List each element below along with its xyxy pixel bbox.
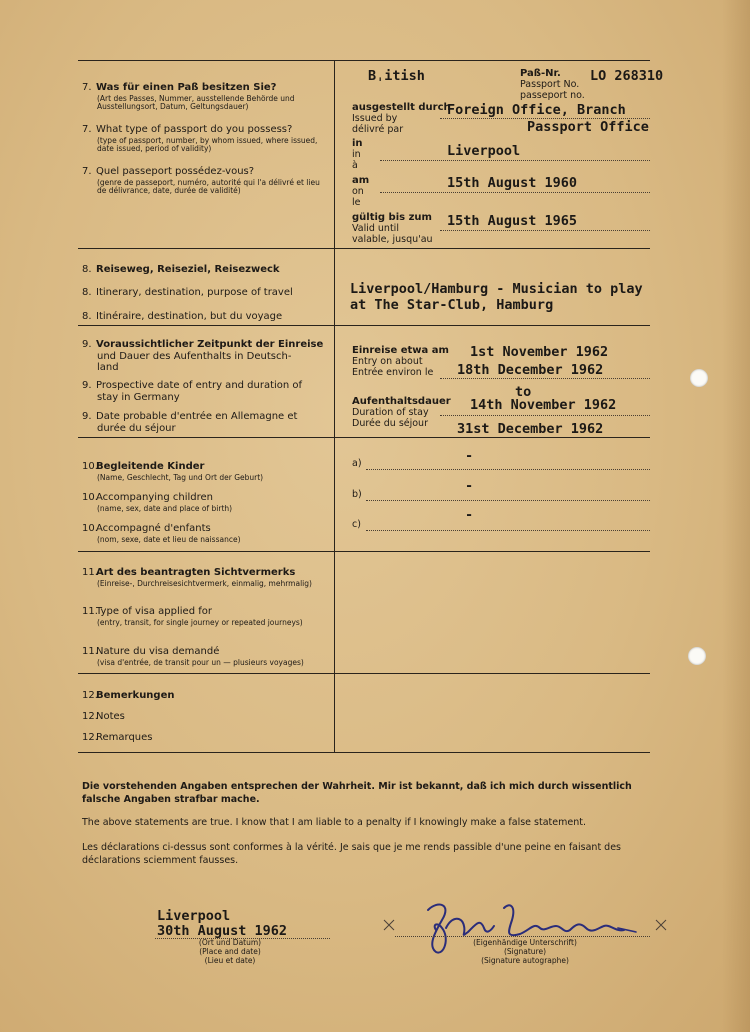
itinerary-line-1: Liverpool/Hamburg - Musician to play [350,281,643,297]
issued-on-line [380,192,650,193]
entry-date-value-1: 1st November 1962 [470,344,609,360]
entry-date-value-2: 18th December 1962 [457,362,604,378]
form-rule-8 [78,325,650,326]
issued-on-value: 15th August 1960 [447,175,578,191]
place-date-caption: (Ort und Datum) (Place and date) (Lieu et date) [198,938,262,965]
duration-line [440,415,650,416]
section-12-de: 12.Bemerkungen [82,690,175,701]
signoff-date: 30th August 1962 [157,923,288,939]
valid-until-line [440,230,650,231]
section-12-fr: 12.Remarques [82,732,153,743]
section-9-fr: 9. Date probable d'entrée en Allemagne et durée du séjour [82,411,298,434]
valid-until-label: gültig bis zum Valid until valable, jusqu'au [352,212,433,245]
issued-on-label: am on le [352,175,370,208]
child-b-line [366,500,650,501]
section-7-fr: 7. Quel passeport possédez-vous? (genre de passeport, numéro, autorité qui l'a délivré et lieu de délivrance, date, durée de validité) [82,166,320,196]
issued-in-label: in in à [352,138,363,171]
issued-in-value: Liverpool [447,143,521,159]
section-8-en: 8. Itinerary, destination, purpose of travel [82,287,293,298]
form-rule-12 [78,752,650,753]
section-8-de: 8. Reiseweg, Reiseziel, Reisezweck [82,264,280,275]
section-11-en: 11.Type of visa applied for (entry, transit, for single journey or repeated journeys) [82,606,303,627]
section-10-en: 10.Accompanying children (name, sex, date and place of birth) [82,492,233,513]
duration-value-2: 31st December 1962 [457,421,604,437]
signoff-place: Liverpool [157,908,231,924]
form-rule-top [78,60,650,61]
form-rule-7 [78,248,650,249]
section-9-en: 9. Prospective date of entry and duration of stay in Germany [82,380,303,403]
child-c-value: - [465,507,474,523]
itinerary-line-2: at The Star-Club, Hamburg [350,297,554,313]
issued-in-line [380,160,650,161]
child-b-label: b) [352,489,362,500]
issued-by-label: ausgestellt durch Issued by délivré par [352,102,451,135]
section-11-fr: 11.Nature du visa demandé (visa d'entrée, de transit pour un — plusieurs voyages) [82,646,304,667]
declaration-en: The above statements are true. I know that I am liable to a penalty if I knowingly make a false statement. [82,817,586,828]
entry-date-line [440,378,650,379]
issued-by-value-1: Foreign Office, Branch [447,102,626,118]
entry-date-label: Einreise etwa am Entry on about Entrée environ le [352,345,449,378]
declaration-de: Die vorstehenden Angaben entsprechen der Wahrheit. Mir ist bekannt, daß ich mich durch wissentlich falsche Angaben strafbar mache. [82,781,632,805]
section-11-de: 11.Art des beantragten Sichtvermerks (Einreise-, Durchreisesichtvermerk, einmalig, mehrmalig) [82,567,312,588]
signature-caption: (Eigenhändige Unterschrift) (Signature) (Signature autographe) [473,938,577,965]
valid-until-value: 15th August 1965 [447,213,578,229]
form-rule-11 [78,673,650,674]
section-12-en: 12.Notes [82,711,125,722]
passport-type-value: Bˌitish [368,68,425,84]
issued-by-value-2: Passport Office [527,119,649,135]
section-7-en: 7. What type of passport do you possess? (type of passport, number, by whom issued, where issued, date issued, period of validity) [82,124,318,154]
punch-hole-top [690,369,708,387]
section-8-fr: 8. Itinéraire, destination, but du voyage [82,311,283,322]
form-rule-10 [78,551,650,552]
child-a-line [366,469,650,470]
section-10-fr: 10.Accompagné d'enfants (nom, sexe, date et lieu de naissance) [82,523,241,544]
issued-by-line [440,118,650,119]
section-9-de: 9. Voraussichtlicher Zeitpunkt der Einreise und Dauer des Aufenthalts in Deutsch- land [82,339,324,373]
section-10-de: 10.Begleitende Kinder (Name, Geschlecht, Tag und Ort der Geburt) [82,461,264,482]
paper-edge-shading [722,0,750,1032]
declaration-fr: Les déclarations ci-dessus sont conformes à la vérité. Je sais que je me rends passible d'une peine en faisant des déclarations sciemment fausses. [82,842,622,866]
child-b-value: - [465,478,474,494]
passport-no-label: Paß-Nr. Passport No. passeport no. [520,68,585,101]
child-c-label: c) [352,519,361,530]
duration-value-1: 14th November 1962 [470,397,617,413]
section-7-de: 7. Was für einen Paß besitzen Sie? (Art des Passes, Nummer, ausstellende Behörde und Ausstellungsort, Datum, Geltungsdauer) [82,82,295,112]
entry-to-value: to [515,384,532,400]
punch-hole-bottom [688,647,706,665]
child-c-line [366,530,650,531]
child-a-value: - [465,448,474,464]
child-a-label: a) [352,458,362,469]
signature-line [395,936,650,937]
form-column-divider [334,60,335,752]
duration-label: Aufenthaltsdauer Duration of stay Durée du séjour [352,396,451,429]
passport-no-value: LO 268310 [590,68,664,84]
form-rule-9 [78,437,650,438]
